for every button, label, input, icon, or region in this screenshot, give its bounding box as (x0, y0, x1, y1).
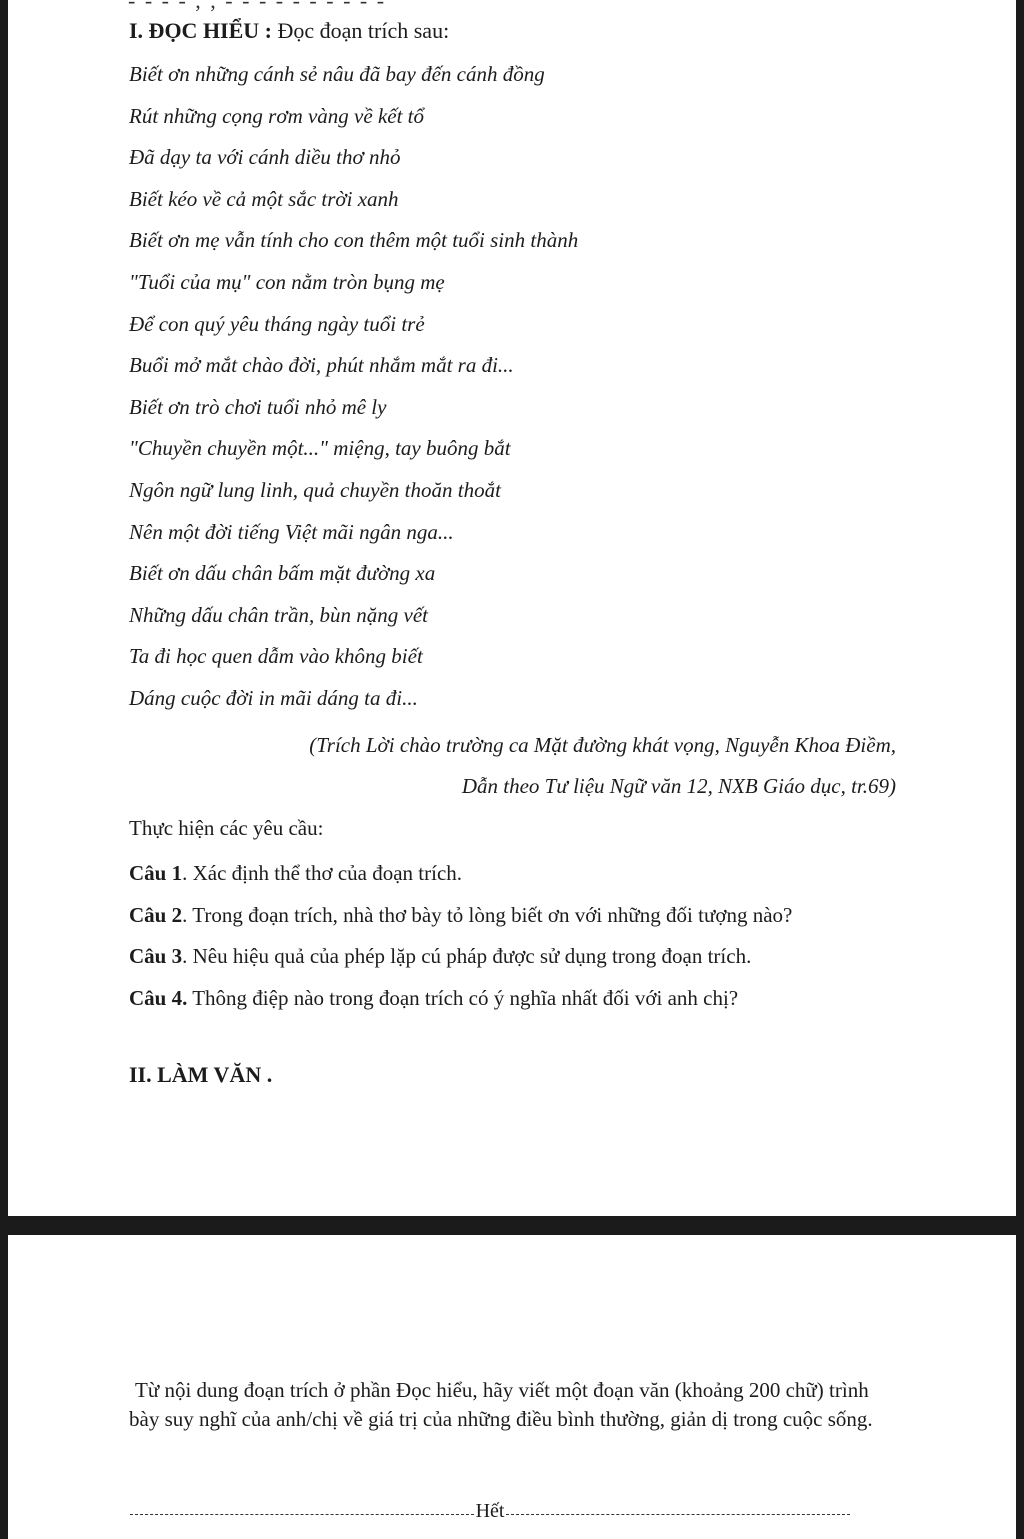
poem-line: Rút những cọng rơm vàng về kết tổ (129, 103, 425, 128)
section1-instruction: Đọc đoạn trích sau: (277, 18, 450, 43)
requirements-label: Thực hiện các yêu cầu: (129, 816, 324, 840)
exam-page-bottom (8, 1235, 1016, 1539)
poem-line: Buổi mở mắt chào đời, phút nhắm mắt ra đi... (129, 353, 514, 378)
poem-line: Biết kéo về cả một sắc trời xanh (129, 186, 399, 211)
poem-line: Biết ơn những cánh sẻ nâu đã bay đến cánh đồng (129, 62, 545, 86)
poem-line: Ngôn ngữ lung linh, quả chuyền thoăn thoắt (129, 477, 501, 502)
end-marker (130, 1500, 850, 1523)
question-text: Thông điệp nào trong đoạn trích có ý nghĩa nhất đối với anh chị? (187, 985, 739, 1010)
end-label: Hết (475, 1500, 505, 1522)
poem-excerpt (129, 54, 578, 720)
poem-line: Để con quý yêu tháng ngày tuổi trẻ (129, 311, 425, 336)
dashed-rule-left (130, 1514, 474, 1515)
exam-page-top (8, 0, 1016, 1216)
question-text: . Trong đoạn trích, nhà thơ bày tỏ lòng biết ơn với những đối tượng nào? (182, 902, 793, 927)
question-list (129, 857, 792, 1023)
poem-line: Đã dạy ta với cánh diều thơ nhỏ (129, 145, 401, 170)
question-item (129, 899, 792, 941)
poem-line: Dáng cuộc đời in mãi dáng ta đi... (129, 685, 418, 710)
question-number: Câu 2 (129, 902, 183, 927)
question-number: Câu 4. (129, 985, 188, 1010)
poem-line: Ta đi học quen dẫm vào không biết (129, 644, 423, 669)
dashed-rule-right (506, 1514, 850, 1515)
poem-line: "Tuổi của mụ" con nằm tròn bụng mẹ (129, 269, 445, 294)
poem-line: Nên một đời tiếng Việt mãi ngân nga... (129, 519, 454, 544)
poem-line: Biết ơn mẹ vẫn tính cho con thêm một tuổi sinh thành (129, 228, 579, 253)
question-number: Câu 3 (129, 944, 183, 969)
section1-title: I. ĐỌC HIỂU : (129, 18, 273, 43)
poem-line: "Chuyền chuyền một..." miệng, tay buông bắt (129, 436, 511, 461)
source-citation-line-2: Dẫn theo Tư liệu Ngữ văn 12, NXB Giáo dục, tr.69) (461, 774, 896, 798)
question-item (129, 940, 792, 982)
section1-heading (129, 18, 449, 44)
essay-prompt: Từ nội dung đoạn trích ở phần Đọc hiểu, hãy viết một đoạn văn (khoảng 200 chữ) trình bày suy nghĩ của anh/chị về giá trị của những điều bình thường, giản dị trong cuộc sống. (129, 1378, 873, 1431)
question-text: . Nêu hiệu quả của phép lặp cú pháp được sử dụng trong đoạn trích. (182, 944, 752, 969)
cut-off-text: - - - - , , - - - - - - - - - - (128, 0, 387, 13)
section2-title: II. LÀM VĂN . (129, 1062, 273, 1087)
question-item (129, 982, 792, 1024)
question-text: . Xác định thể thơ của đoạn trích. (182, 861, 463, 885)
poem-line: Biết ơn dấu chân bấm mặt đường xa (129, 561, 436, 586)
question-item (129, 857, 792, 899)
source-citation-line-1: (Trích Lời chào trường ca Mặt đường khát vọng, Nguyễn Khoa Điềm, (309, 733, 896, 757)
poem-line: Những dấu chân trần, bùn nặng vết (129, 602, 429, 627)
poem-line: Biết ơn trò chơi tuổi nhỏ mê ly (129, 394, 387, 419)
question-number: Câu 1 (129, 861, 183, 885)
